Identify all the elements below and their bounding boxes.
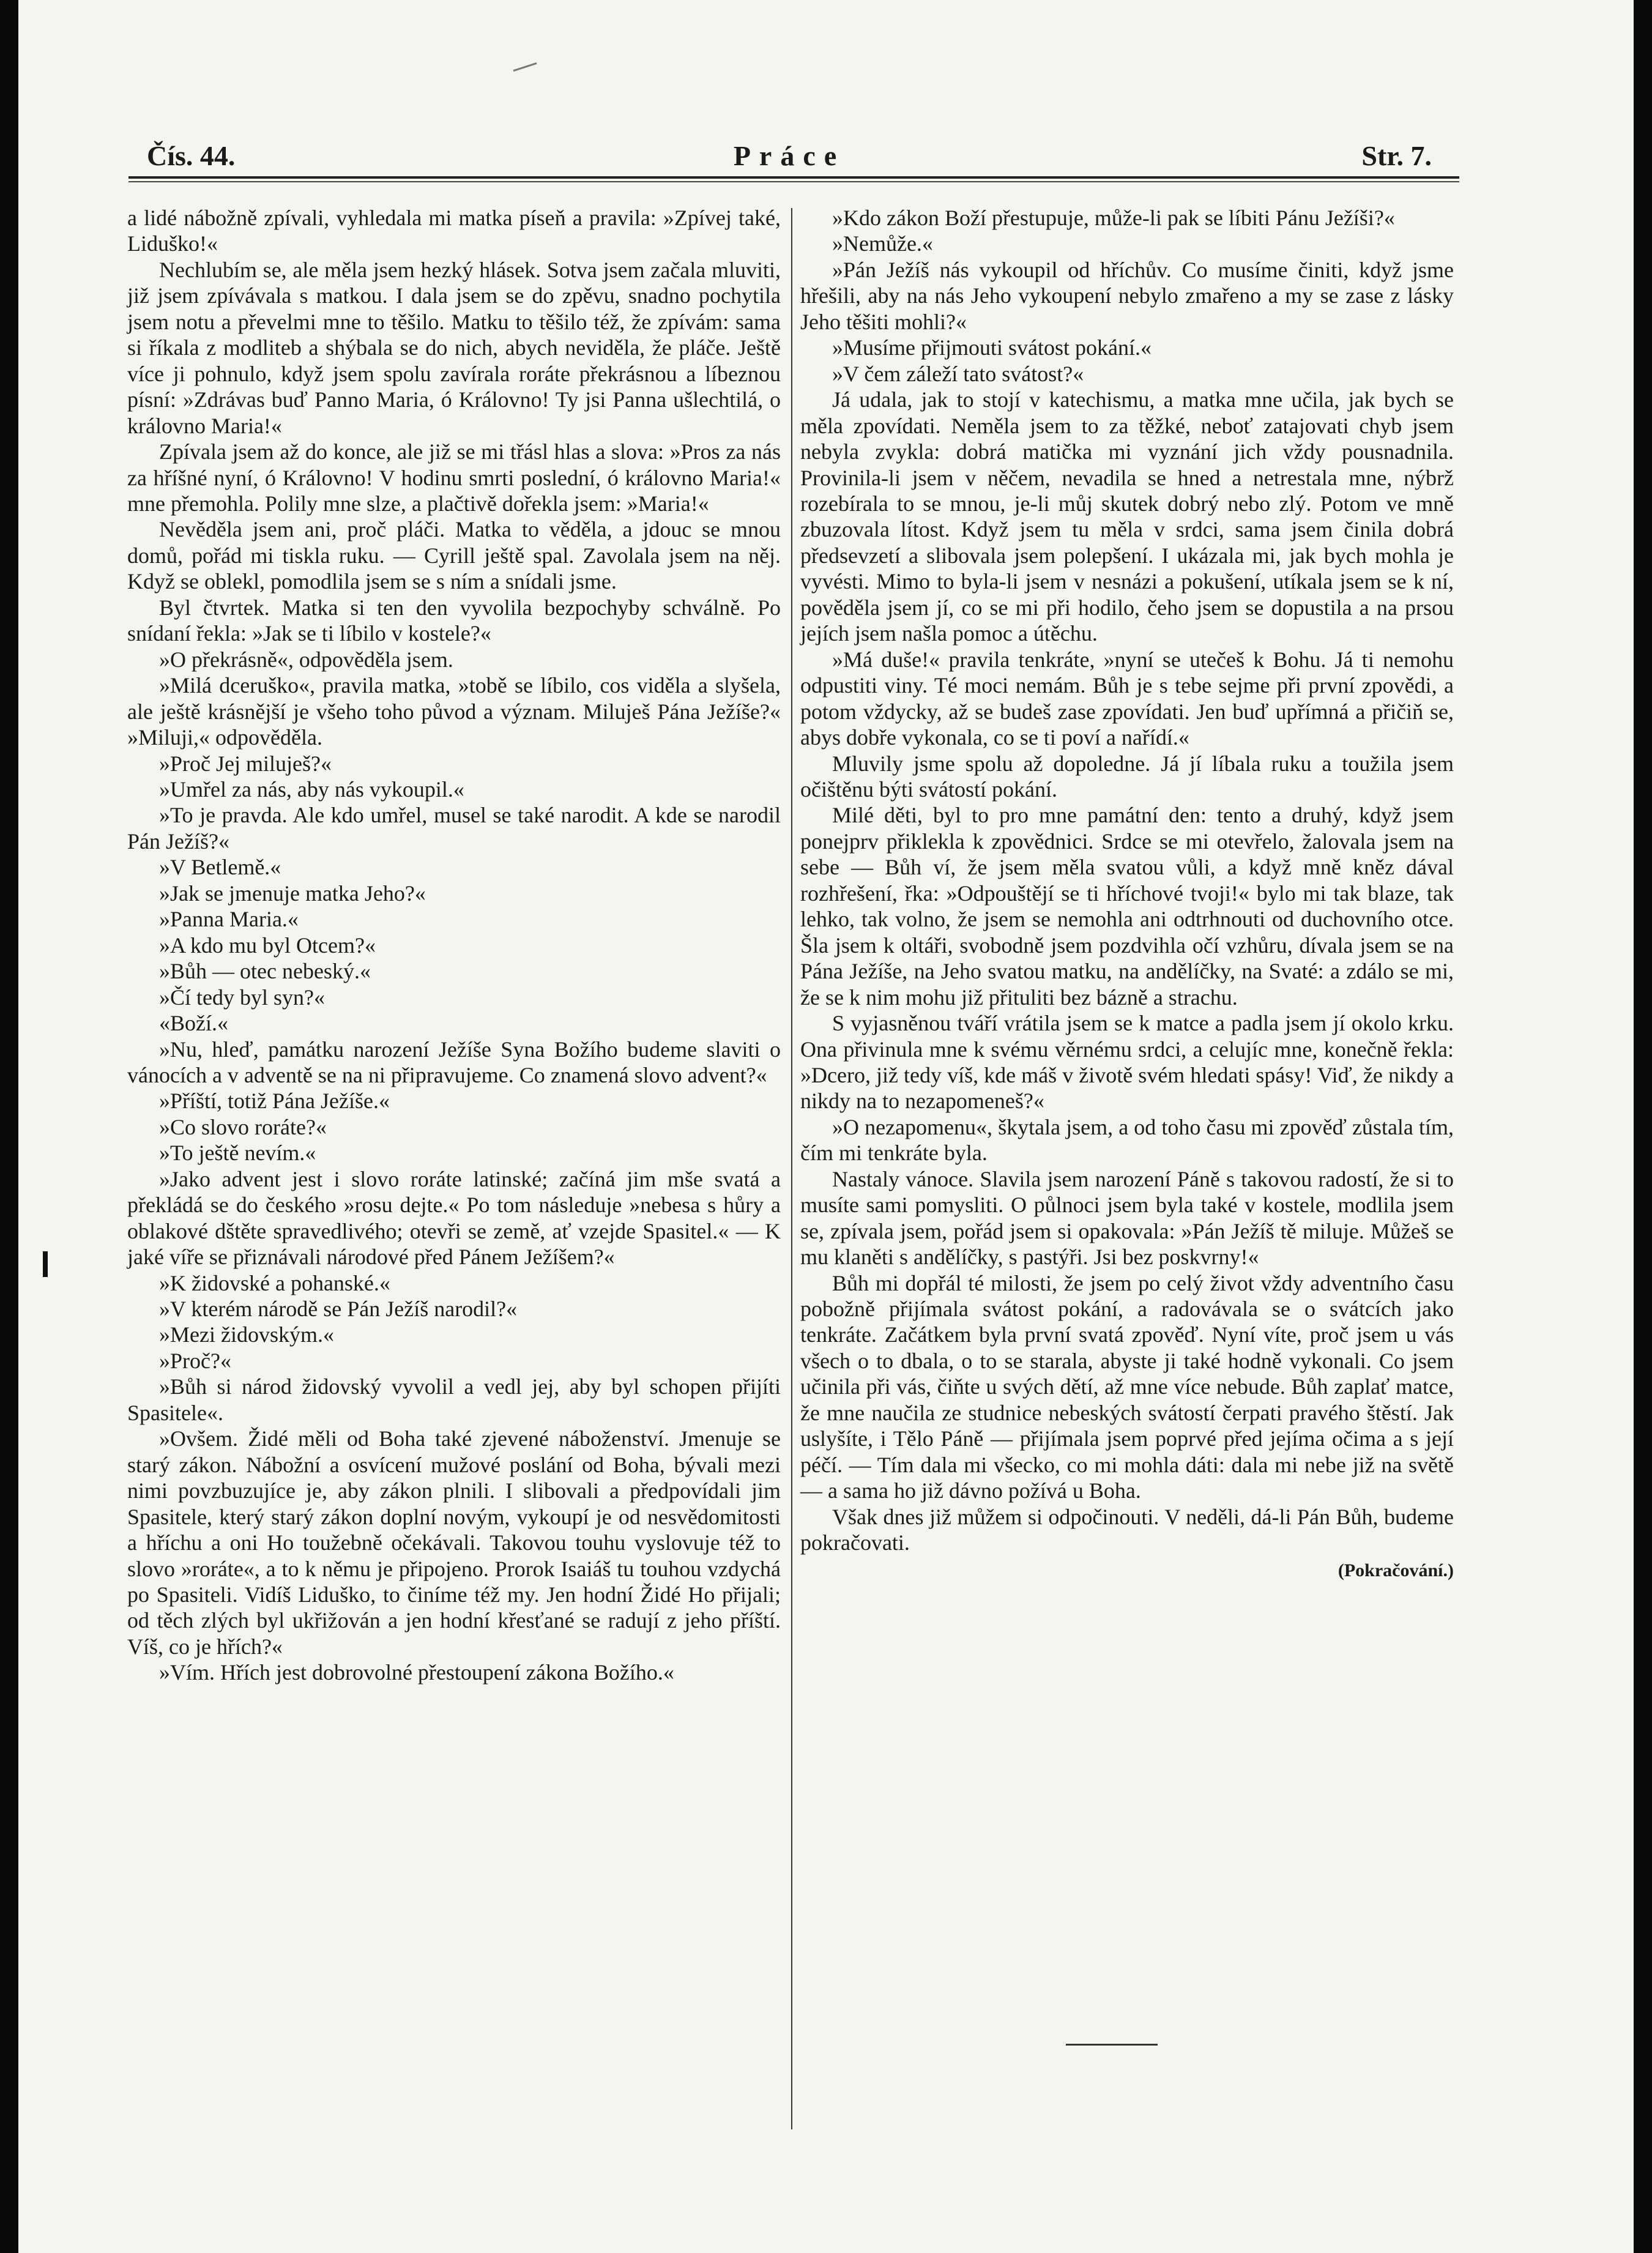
paragraph: »Jako advent jest i slovo roráte latinské; začíná jim mše svatá a překládá se do českého »rosu dejte.« Po tom následuje »nebesa s hůry a oblakové dštěte spravedlivého; otevři se země, ať vzejde Spasitel.« — K jaké víře se přiznávali národové před Pánem Ježíšem?« [127,1166,781,1270]
paragraph: Nastaly vánoce. Slavila jsem narození Páně s takovou radostí, že si to musíte sami pomysliti. O půlnoci jsem byla také v kostele, modlila jsem se, zpívala jsem, pořád jsem si opakovala: »Pán Ježíš tě miluje. Můžeš se mu klaněti s andělíčky, s pastýři. Jsi bez poskvrny!« [800,1166,1454,1270]
paragraph: Byl čtvrtek. Matka si ten den vyvolila bezpochyby schválně. Po snídaní řekla: »Jak se ti líbilo v kostele?« [127,595,781,646]
paragraph: Však dnes již můžem si odpočinouti. V neděli, dá-li Pán Bůh, budeme pokračovati. [800,1504,1454,1555]
paragraph: »Panna Maria.« [159,907,299,932]
paragraph: Mluvily jsme spolu až dopoledne. Já jí líbala ruku a toužila jsem očištěnu býti svátostí pokání. [800,751,1454,802]
paragraph: »V Betlemě.« [159,855,281,880]
paragraph: »Jak se jmenuje matka Jeho?« [159,881,426,906]
paragraph: »Musíme přijmouti svátost pokání.« [832,335,1152,360]
paragraph: Nechlubím se, ale měla jsem hezký hlásek. Sotva jsem začala mluviti, již jsem zpívávala s matkou. I dala jsem se do zpěvu, snadno pochytila jsem notu a převelmi mne to těšilo. Matku to těšilo též, že zpívám: sama si říkala z modliteb a shýbala se do nich, abych neviděla, že pláče. Ještě více ji pohnulo, když jsem spolu zavírala roráte překrásnou a líbeznou písní: »Zdrávas buď Panno Maria, ó Královno! Ty jsi Panna ušlechtilá, o královno Maria!« [127,257,781,438]
paragraph: S vyjasněnou tváří vrátila jsem se k matce a padla jsem jí okolo krku. Ona přivinula mne k svému věrnému srdci, a celujíc mne, konečně řekla: »Dcero, již tedy víš, kde máš v životě svém hledati spásy! Viď, že nikdy a nikdy na to nezapomeneš?« [800,1011,1454,1114]
right-column [800,205,1454,1584]
paragraph: »O překrásně«, odpověděla jsem. [159,647,453,672]
header-rule-thin [128,181,1459,182]
paragraph: Zpívala jsem až do konce, ale již se mi třásl hlas a slova: »Pros za nás za hříšné nyní, ó Královno! V hodinu smrti poslední, ó královno Maria!« mne přemohla. Polily mne slze, a plačtivě dořekla jsem: »Maria!« [127,439,781,516]
paragraph: »Proč Jej miluješ?« [159,751,332,776]
paragraph: Nevěděla jsem ani, proč pláči. Matka to věděla, a jdouc se mnou domů, pořád mi tiskla ruku. — Cyrill ještě spal. Zavolala jsem na něj. Když se oblekl, pomodlila jsem se s ním a snídali jsme. [127,517,781,594]
paragraph: »Nemůže.« [832,231,933,256]
paragraph: »Vím. Hřích jest dobrovolné přestoupení zákona Božího.« [159,1660,674,1685]
paragraph: »Čí tedy byl syn?« [159,985,325,1010]
paragraph: »Příští, totiž Pána Ježíše.« [159,1089,390,1114]
paragraph: »Mezi židovským.« [159,1322,334,1347]
paragraph: Já udala, jak to stojí v katechismu, a matka mne učila, jak bych se měla zpovídati. Neměla jsem to za těžké, neboť zatajovati chyb jsem nebyla zvykla: dobrá matička mi vyznání jich vždy pousnadnila. Provinila-li jsem v něčem, nevadila se hned a netrestala mne, nýbrž rozebírala to se mnou, je-li můj skutek dobrý nebo zlý. Potom ve mně zbuzovala lítost. Když jsem tu měla v srdci, sama jsem činila dobrá předsevzetí a slibovala jsem polepšení. I ukázala mi, jak bych mohla je vyvésti. Mimo to byla-li jsem v nesnázi a pokušení, utíkala jsem se k ní, pověděla jsem jí, co se mi při hodilo, čeho jsem se dopustila a na prsou jejích jsem našla pomoc a útěchu. [800,387,1454,646]
newspaper-title: Práce [733,140,846,171]
end-rule [1066,2044,1158,2046]
paragraph: »Ovšem. Židé měli od Boha také zjevené náboženství. Jmenuje se starý zákon. Nábožní a osvícení mužové poslání od Boha, bývali mezi nimi povzbuzujíce je, aby zákon plnili. I slibovali a předpovídali jim Spasitele, který starý zákon doplní novým, vykoupí je od nesvědomitosti a hříchu a oni Ho toužebně očekávali. Takovou touhu vyslovuje též to slovo »roráte«, a to k němu je připojeno. Prorok Isaiáš tu touhou vzdychá po Spasiteli. Vidíš Liduško, to činíme též my. Jen hodní Židé Ho přijali; od těch zlých byl ukřižován a jen hodní křesťané se radují z jeho příští. Víš, co je hřích?« [127,1426,781,1659]
paragraph: «Boží.« [159,1011,228,1036]
margin-mark [43,1251,48,1277]
paragraph: »Co slovo roráte?« [159,1114,327,1139]
issue-number: Čís. 44. [147,140,236,171]
paragraph: »Umřel za nás, aby nás vykoupil.« [159,776,464,802]
paragraph: Milé děti, byl to pro mne památní den: tento a druhý, když jsem ponejprv přiklekla k zpovědnici. Srdce se mi otevřelo, žalovala jsem na sebe — Bůh ví, že jsem měla svatou vůli, a když mně kněz dával rozhřešení, řka: »Odpouštějí se ti hříchové tvoji!« bylo mi tak blaze, tak lehko, tak volno, že jsem se nemohla ani odtrhnouti od duchovního otce. Šla jsem k oltáři, svobodně jsem pozdvihla očí vzhůru, dívala jsem se na Pána Ježíše, na Jeho svatou matku, na andělíčky, na Svaté: a zdálo se mi, že se k nim mohu již přituliti bez bázně a strachu. [800,803,1454,1010]
paragraph: »A kdo mu byl Otcem?« [159,933,376,958]
paragraph: Bůh mi dopřál té milosti, že jsem po celý život vždy adventního času pobožně přijímala svátost pokání, a radovávala se o svátcích jako tenkráte. Začátkem byla první svatá zpověď. Nyní víte, proč jsem u vás všech o to dbala, o to se starala, abyste ji také hodně vykonali. Co jsem učinila při vás, čiňte u svých dětí, až mne více nebude. Bůh zaplať matce, že mne naučila ze studnice nebeských svátostí čerpati pravého štěstí. Jak uslyšíte, i Tělo Páně — přijímala jsem poprvé před jejíma očima a s její péčí. — Tím dala mi všecko, co mi mohla dáti: dala mi nebe již na světě — a sama ho již dávno požívá u Boha. [800,1270,1454,1503]
paragraph: »To je pravda. Ale kdo umřel, musel se také narodit. A kde se narodil Pán Ježíš?« [127,803,781,854]
running-head [147,138,1432,174]
paragraph: »Nu, hleď, památku narození Ježíše Syna Božího budeme slaviti o vánocích a v adventě se na ni připravujeme. Co znamená slovo advent?« [127,1037,781,1087]
column-divider [791,208,792,2129]
paragraph: a lidé nábožně zpívali, vyhledala mi matka píseň a pravila: »Zpívej také, Liduško!« [127,206,781,256]
paragraph: »Proč?« [159,1348,231,1373]
continuation-line [800,1556,1454,1584]
left-column [127,205,781,1686]
paragraph: »Pán Ježíš nás vykoupil od hříchův. Co musíme činiti, když jsme hřešili, aby na nás Jeho vykoupení nebylo zmařeno a my se zase z lásky Jeho těšiti mohli?« [800,257,1454,334]
paragraph: »Bůh si národ židovský vyvolil a vedl jej, aby byl schopen přijíti Spasitele«. [127,1374,781,1425]
paragraph: »To ještě nevím.« [159,1141,316,1166]
continuation-note: (Pokračování.) [1338,1560,1454,1581]
paragraph: »O nezapomenu«, škytala jsem, a od toho času mi zpověď zůstala tím, čím mi tenkráte byla. [800,1114,1454,1166]
paragraph: »V čem záleží tato svátost?« [832,361,1084,386]
paragraph: »V kterém národě se Pán Ježíš narodil?« [159,1297,518,1322]
paragraph: »Má duše!« pravila tenkráte, »nyní se utečeš k Bohu. Já ti nemohu odpustiti viny. Té moci nemám. Bůh je s tebe sejme při první zpovědi, a potom vždycky, až se budeš zase zpovídati. Jen buď upřímná a přičiň se, abys dobře vykonala, co se ti poví a nařídí.« [800,647,1454,750]
paragraph: »Kdo zákon Boží přestupuje, může-li pak se líbiti Pánu Ježíši?« [832,206,1395,230]
page-number: Str. 7. [1361,140,1432,171]
paragraph: »K židovské a pohanské.« [159,1270,390,1295]
stray-pen-mark [513,62,537,72]
paragraph: »Milá dceruško«, pravila matka, »tobě se líbilo, cos viděla a slyšela, ale ještě krásnější je všeho toho původ a význam. Miluješ Pána Ježíše?« »Miluji,« odpověděla. [127,673,781,750]
header-rule [128,176,1459,179]
paragraph: »Bůh — otec nebeský.« [159,959,371,984]
